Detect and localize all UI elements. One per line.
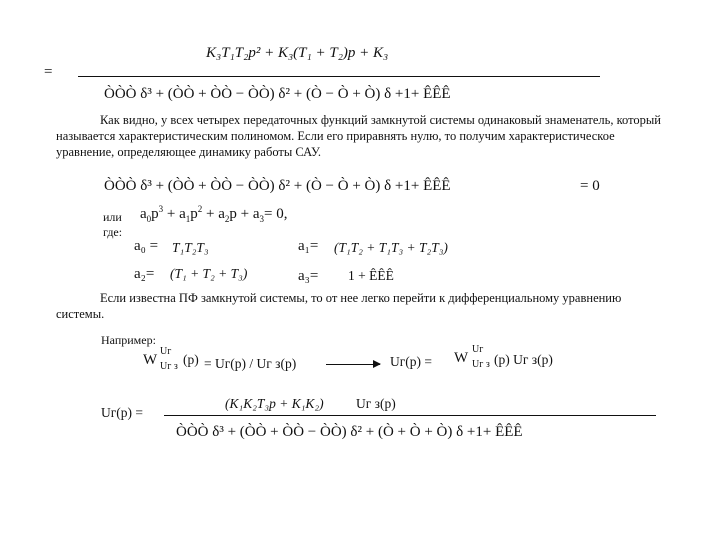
ili-label: или	[103, 210, 122, 224]
eq5-numerator: (K₁K₂T₃p + K₁K₂)	[225, 396, 324, 411]
char-eq-term1: + a	[163, 206, 186, 222]
char-eq-sub3: 3	[259, 214, 265, 224]
eq1-equals: =	[44, 64, 53, 80]
eq3-rest: = Uг(p) / Uг з(p)	[204, 356, 297, 371]
char-eq-exp2: 2	[197, 204, 203, 214]
eq3-transfer-function	[143, 352, 157, 369]
eq4-sup: Uг	[472, 344, 484, 355]
paragraph-characteristic-polynomial: Как видно, у всех четырех передаточных функций замкнутой системы одинаковый знаменатель, который называется характеристическим полиномом. Если его приравнять нулю, то получим характеристическое уравнение, определяющее динамику работы САУ.	[56, 113, 661, 159]
coef-a2-value: (T₁ + T₂ + T₃)	[170, 266, 248, 281]
coef-a0-value: T₁T₂T₃	[172, 240, 209, 255]
coef-a2-label: a₂=	[134, 266, 155, 282]
implies-arrow	[326, 364, 380, 365]
eq4-lhs: Uг(p) =	[390, 354, 433, 369]
coef-a1-value: (T₁T₂ + T₁T₃ + T₂T₃)	[334, 240, 448, 255]
eq3-p: (p)	[183, 352, 199, 367]
eq4-rest: (p) Uг з(p)	[494, 352, 553, 367]
eq2-expression: ÒÒÒ δ³ + (ÒÒ + ÒÒ − ÒÒ) δ² + (Ò − Ò + Ò) δ +1+ ÊÊÊ	[104, 178, 451, 194]
coef-a3-label: a₃=	[298, 268, 319, 284]
char-eq-exp3: 3	[158, 204, 164, 214]
char-eq-p: p	[151, 206, 159, 222]
eq2-rhs: = 0	[580, 178, 600, 194]
eq1-denominator: ÒÒÒ δ³ + (ÒÒ + ÒÒ − ÒÒ) δ² + (Ò − Ò + Ò) δ +1+ ÊÊÊ	[104, 86, 451, 102]
eq5-fraction-bar	[164, 415, 656, 416]
char-eq-sub0: 0	[146, 214, 152, 224]
eq5-lhs: Uг(p) =	[101, 405, 144, 420]
char-eq-a0: a	[140, 206, 147, 222]
char-eq-p2: p	[190, 206, 198, 222]
example-label: Например:	[101, 333, 156, 347]
eq5-denominator: ÒÒÒ δ³ + (ÒÒ + ÒÒ − ÒÒ) δ² + (Ò + Ò + Ò) δ +1+ ÊÊÊ	[176, 424, 523, 440]
eq3-W: W	[143, 352, 158, 368]
coef-a0-label: a₀ =	[134, 238, 159, 254]
eq5-numerator-tail: Uг з(p)	[356, 396, 396, 411]
char-eq-tail: = 0,	[264, 206, 288, 222]
char-eq-term2: + a	[202, 206, 225, 222]
gde-label: где:	[103, 225, 123, 239]
char-eq-sub1: 1	[185, 214, 191, 224]
eq1-numerator: K₃T₁T₂p² + K₃(T₁ + T₂)p + K₃	[206, 45, 389, 61]
coef-a1-label: a₁=	[298, 238, 319, 254]
eq3-sup: Uг	[160, 346, 172, 357]
eq3-sub: Uг з	[160, 361, 178, 372]
paragraph-differential-equation: Если известна ПФ замкнутой системы, то от нее легко перейти к дифференциальному уравнению системы.	[56, 291, 622, 321]
eq1-fraction-bar	[78, 76, 600, 77]
eq4-sub: Uг з	[472, 359, 490, 370]
char-eq-sub2: 2	[224, 214, 230, 224]
eq4-W: W	[454, 350, 469, 366]
char-eq-term3: p + a	[229, 206, 260, 222]
characteristic-equation	[140, 204, 288, 224]
coef-a3-value: 1 + ÊÊÊ	[348, 268, 394, 283]
